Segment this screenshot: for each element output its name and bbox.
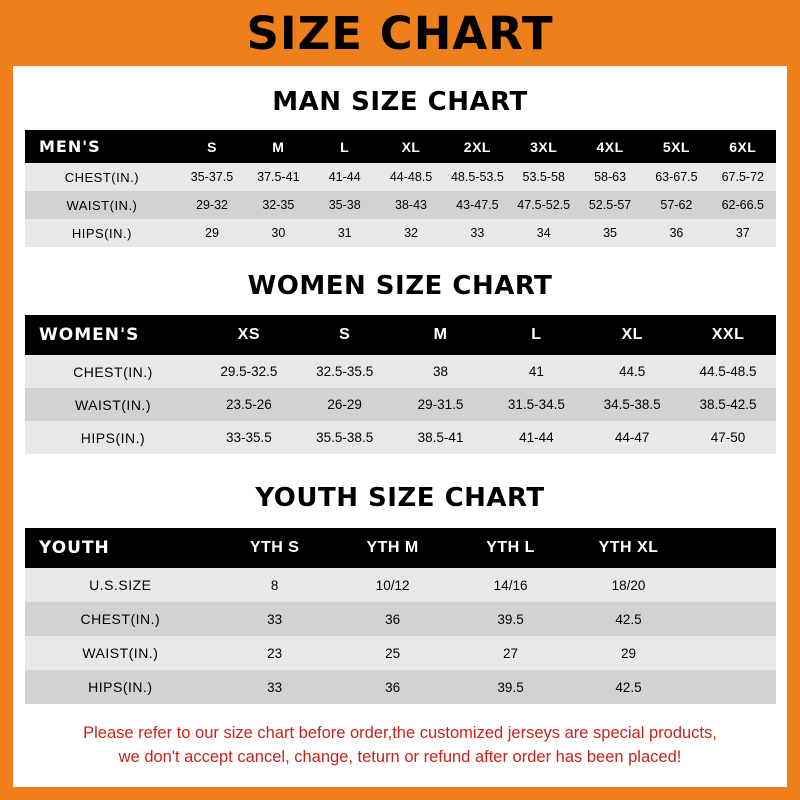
man-cell-2-5: 34 xyxy=(536,226,551,240)
youth-cell-2-0: 23 xyxy=(267,645,283,661)
man-cell-0-7: 63-67.5 xyxy=(655,170,698,184)
youth-cell-3-3: 42.5 xyxy=(615,679,642,695)
man-cell-1-3: 38-43 xyxy=(395,198,428,212)
women-cell-2-4: 44-47 xyxy=(614,430,650,445)
man-cell-2-0: 29 xyxy=(205,226,219,240)
man-cell-2-7: 36 xyxy=(669,226,684,240)
youth-cell-1-spacer xyxy=(688,602,777,636)
man-cell-1-6: 52.5-57 xyxy=(588,198,632,212)
table-row xyxy=(25,636,776,670)
youth-size-col-spacer xyxy=(688,528,777,568)
footer-note xyxy=(25,722,775,770)
women-cell-1-4: 34.5-38.5 xyxy=(603,397,661,412)
youth-cell-0-spacer xyxy=(688,568,777,602)
women-cell-1-2: 29-31.5 xyxy=(417,397,464,412)
man-cell-1-8: 62-66.5 xyxy=(721,198,764,212)
man-size-col-8: 6XL xyxy=(710,130,776,163)
table-row xyxy=(25,568,776,602)
man-section-title: MAN SIZE CHART xyxy=(272,87,528,117)
man-cell-0-0: 35-37.5 xyxy=(190,170,234,184)
youth-cell-3-0: 33 xyxy=(267,679,283,695)
women-cell-0-1: 32.5-35.5 xyxy=(316,364,374,379)
youth-cell-0-3: 18/20 xyxy=(611,577,646,593)
youth-cell-2-spacer xyxy=(688,636,777,670)
man-cell-1-0: 29-32 xyxy=(196,198,228,212)
women-size-col-0: XS xyxy=(201,315,297,355)
man-table-head xyxy=(25,130,776,163)
women-size-col-3: L xyxy=(488,315,584,355)
youth-cell-0-0: 8 xyxy=(270,577,279,593)
youth-cell-2-2: 27 xyxy=(503,645,519,661)
women-cell-0-5: 44.5-48.5 xyxy=(699,364,757,379)
footer-note-line-2: we don't accept cancel, change, teturn or refund after order has been placed! xyxy=(118,747,682,766)
table-row xyxy=(25,670,776,704)
youth-cell-2-3: 29 xyxy=(621,645,637,661)
table-row xyxy=(25,421,776,454)
man-row-1-label: WAIST(IN.) xyxy=(66,197,138,213)
man-cell-1-4: 43-47.5 xyxy=(456,198,499,212)
youth-cell-1-3: 42.5 xyxy=(615,611,642,627)
man-size-table xyxy=(25,130,776,247)
women-size-col-1: S xyxy=(297,315,393,355)
man-size-col-0: S xyxy=(179,130,245,163)
man-cell-0-3: 44-48.5 xyxy=(389,170,433,184)
women-row-2-label: HIPS(IN.) xyxy=(80,429,146,446)
youth-table-head xyxy=(25,528,776,568)
youth-size-table xyxy=(25,528,776,704)
youth-cell-0-1: 10/12 xyxy=(375,577,410,593)
women-cell-1-3: 31.5-34.5 xyxy=(507,397,565,412)
women-cell-0-4: 44.5 xyxy=(619,364,646,379)
man-cell-2-4: 33 xyxy=(470,226,485,240)
youth-cell-3-1: 36 xyxy=(385,679,401,695)
man-cell-0-5: 53.5-58 xyxy=(522,170,565,184)
man-row-0-label: CHEST(IN.) xyxy=(64,169,140,185)
women-size-col-5: XXL xyxy=(680,315,776,355)
women-cell-2-0: 33-35.5 xyxy=(225,430,272,445)
women-cell-2-2: 38.5-41 xyxy=(417,430,464,445)
youth-size-col-3: YTH XL xyxy=(570,528,688,568)
youth-cell-1-0: 33 xyxy=(267,611,283,627)
table-row xyxy=(25,219,776,247)
table-row xyxy=(25,191,776,219)
women-cell-0-2: 38 xyxy=(432,364,449,379)
youth-cell-2-1: 25 xyxy=(385,645,401,661)
youth-cell-1-2: 39.5 xyxy=(497,611,524,627)
man-size-col-4: 2XL xyxy=(444,130,510,163)
man-cell-2-8: 37 xyxy=(735,226,750,240)
youth-table-body xyxy=(25,568,776,704)
women-cell-1-1: 26-29 xyxy=(327,397,362,412)
youth-row-2-label: WAIST(IN.) xyxy=(82,645,159,661)
table-row xyxy=(25,163,776,191)
man-size-col-3: XL xyxy=(378,130,444,163)
women-row-0-label: CHEST(IN.) xyxy=(73,363,153,380)
man-table-body xyxy=(25,163,776,247)
man-cell-0-4: 48.5-53.5 xyxy=(450,170,504,184)
table-header-row xyxy=(25,315,776,355)
women-size-table xyxy=(25,315,776,454)
man-cell-2-3: 32 xyxy=(404,226,418,240)
youth-row-3-label: HIPS(IN.) xyxy=(88,679,153,695)
youth-size-col-0: YTH S xyxy=(216,528,334,568)
man-cell-2-2: 31 xyxy=(337,226,352,240)
youth-header-label: YOUTH xyxy=(25,528,216,568)
women-cell-1-0: 23.5-26 xyxy=(225,397,272,412)
content-area xyxy=(13,87,787,770)
header-banner xyxy=(13,0,787,66)
man-size-col-1: M xyxy=(245,130,311,163)
footer-note-line-1: Please refer to our size chart before order,the customized jerseys are special products, xyxy=(83,724,717,742)
youth-cell-3-spacer xyxy=(688,670,777,704)
youth-row-1-label: CHEST(IN.) xyxy=(80,611,161,627)
man-cell-2-1: 30 xyxy=(271,226,286,240)
table-row xyxy=(25,355,776,388)
table-header-row xyxy=(25,130,776,163)
man-cell-0-2: 41-44 xyxy=(328,170,361,184)
man-cell-1-7: 57-62 xyxy=(660,198,693,212)
table-row xyxy=(25,388,776,421)
women-table-body xyxy=(25,355,776,454)
women-table-head xyxy=(25,315,776,355)
table-header-row xyxy=(25,528,776,568)
youth-cell-1-1: 36 xyxy=(385,611,401,627)
man-header-label: MEN'S xyxy=(25,130,179,163)
footer-accent-bar xyxy=(0,787,800,800)
women-header-label: WOMEN'S xyxy=(25,315,201,355)
women-cell-2-5: 47-50 xyxy=(710,430,746,445)
women-size-col-4: XL xyxy=(584,315,680,355)
women-cell-2-3: 41-44 xyxy=(519,430,554,445)
women-cell-0-0: 29.5-32.5 xyxy=(220,364,278,379)
man-cell-1-2: 35-38 xyxy=(328,198,361,212)
man-row-2-label: HIPS(IN.) xyxy=(71,225,132,241)
man-size-col-2: L xyxy=(312,130,378,163)
man-cell-1-1: 32-35 xyxy=(262,198,295,212)
women-section-title: WOMEN SIZE CHART xyxy=(247,271,553,301)
man-size-col-5: 3XL xyxy=(511,130,577,163)
man-size-col-6: 4XL xyxy=(577,130,643,163)
youth-cell-0-2: 14/16 xyxy=(493,577,528,593)
women-row-1-label: WAIST(IN.) xyxy=(74,396,151,413)
women-cell-1-5: 38.5-42.5 xyxy=(699,397,757,412)
table-row xyxy=(25,602,776,636)
man-size-col-7: 5XL xyxy=(643,130,709,163)
youth-size-col-1: YTH M xyxy=(334,528,452,568)
women-cell-0-3: 41 xyxy=(528,364,544,379)
man-cell-0-1: 37.5-41 xyxy=(257,170,300,184)
man-cell-0-8: 67.5-72 xyxy=(721,170,764,184)
youth-row-0-label: U.S.SIZE xyxy=(89,577,152,593)
man-cell-0-6: 58-63 xyxy=(594,170,627,184)
man-cell-1-5: 47.5-52.5 xyxy=(517,198,571,212)
youth-section-title: YOUTH SIZE CHART xyxy=(255,483,545,513)
women-cell-2-1: 35.5-38.5 xyxy=(316,430,374,445)
women-size-col-2: M xyxy=(393,315,489,355)
page-title: SIZE CHART xyxy=(246,6,554,60)
man-cell-2-6: 35 xyxy=(603,226,618,240)
youth-size-col-2: YTH L xyxy=(452,528,570,568)
youth-cell-3-2: 39.5 xyxy=(497,679,524,695)
